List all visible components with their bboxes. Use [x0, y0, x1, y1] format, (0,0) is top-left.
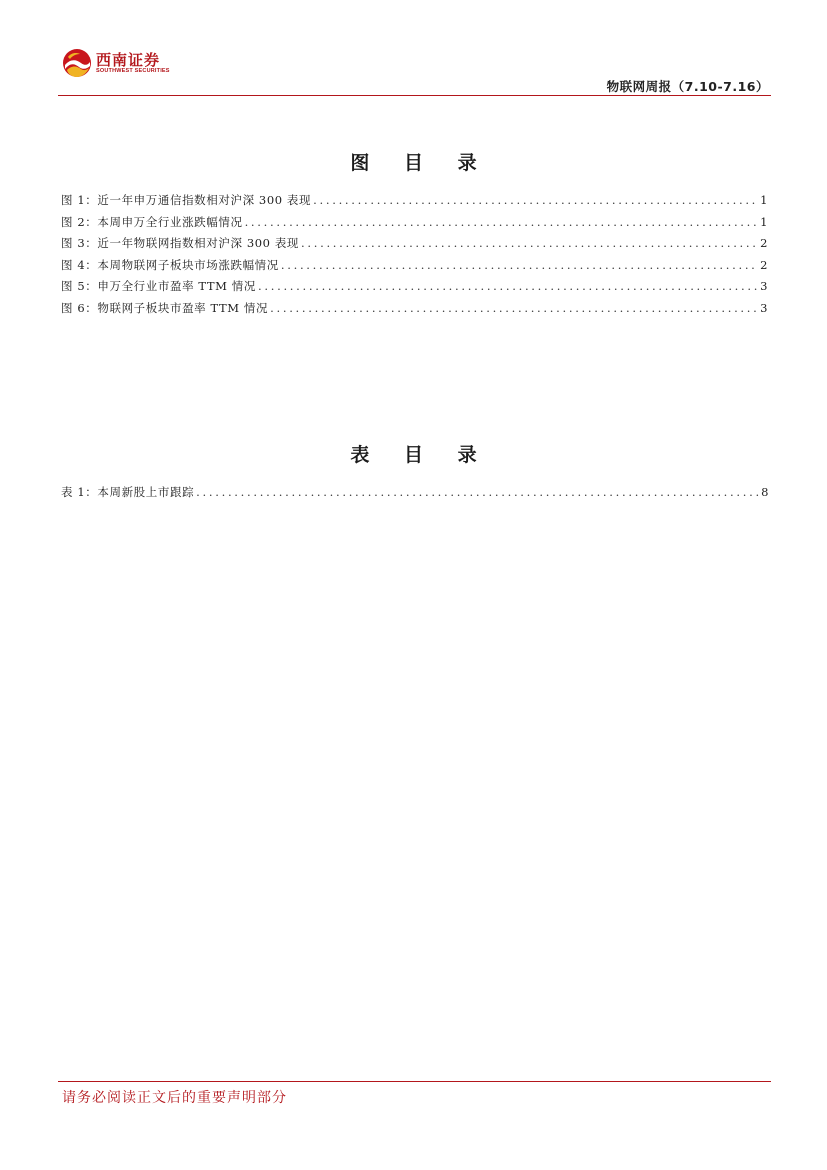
toc-entry[interactable] — [61, 214, 768, 236]
footer-divider — [58, 1081, 771, 1082]
toc-entry-label: 图 4：本周物联网子板块市场涨跌幅情况 — [61, 257, 279, 272]
toc-leader-dots — [270, 301, 758, 315]
toc-leader-dots — [196, 485, 759, 499]
toc-entry-label: 图 6：物联网子板块市盈率 TTM 情况 — [61, 300, 269, 315]
company-logo — [62, 48, 170, 78]
toc-entry-label: 图 3：近一年物联网指数相对沪深 300 表现 — [61, 236, 300, 250]
tables-toc-list — [61, 484, 769, 506]
toc-leader-dots — [301, 236, 758, 250]
logo-chinese-name: 西南证券 — [96, 50, 161, 69]
toc-leader-dots — [245, 215, 759, 229]
toc-leader-dots — [313, 193, 758, 207]
toc-entry-page: 2 — [760, 257, 768, 272]
toc-entry[interactable] — [61, 192, 768, 214]
toc-entry[interactable] — [61, 300, 768, 322]
toc-entry[interactable] — [61, 235, 768, 257]
sun-wave-logo-icon — [62, 48, 92, 78]
toc-entry-label: 图 2：本周申万全行业涨跌幅情况 — [61, 214, 243, 229]
toc-entry-page: 3 — [760, 279, 768, 293]
toc-entry[interactable] — [61, 484, 769, 506]
toc-leader-dots — [258, 279, 758, 293]
logo-text — [96, 52, 170, 75]
logo-english-name: SOUTHWEST SECURITIES — [96, 67, 170, 74]
header-divider — [58, 95, 771, 96]
toc-entry-page: 1 — [760, 193, 768, 207]
tables-toc-title: 表 目 录 — [350, 444, 491, 466]
toc-entry-label: 表 1：本周新股上市跟踪 — [61, 485, 195, 499]
toc-entry-page: 3 — [760, 300, 768, 315]
toc-entry-page: 1 — [760, 214, 768, 229]
figures-toc-title: 图 目 录 — [350, 152, 491, 174]
page-header — [58, 48, 771, 96]
toc-entry-label: 图 5：申万全行业市盈率 TTM 情况 — [61, 279, 257, 293]
figures-toc-list — [61, 192, 768, 321]
toc-entry[interactable] — [61, 278, 768, 300]
toc-entry-label: 图 1：近一年申万通信指数相对沪深 300 表现 — [61, 193, 312, 207]
toc-entry[interactable] — [61, 257, 768, 279]
footer-disclaimer: 请务必阅读正文后的重要声明部分 — [62, 1090, 287, 1106]
report-title: 物联网周报（7.10-7.16） — [606, 79, 769, 94]
toc-entry-page: 8 — [761, 485, 769, 499]
toc-leader-dots — [281, 258, 758, 272]
toc-entry-page: 2 — [760, 236, 768, 250]
